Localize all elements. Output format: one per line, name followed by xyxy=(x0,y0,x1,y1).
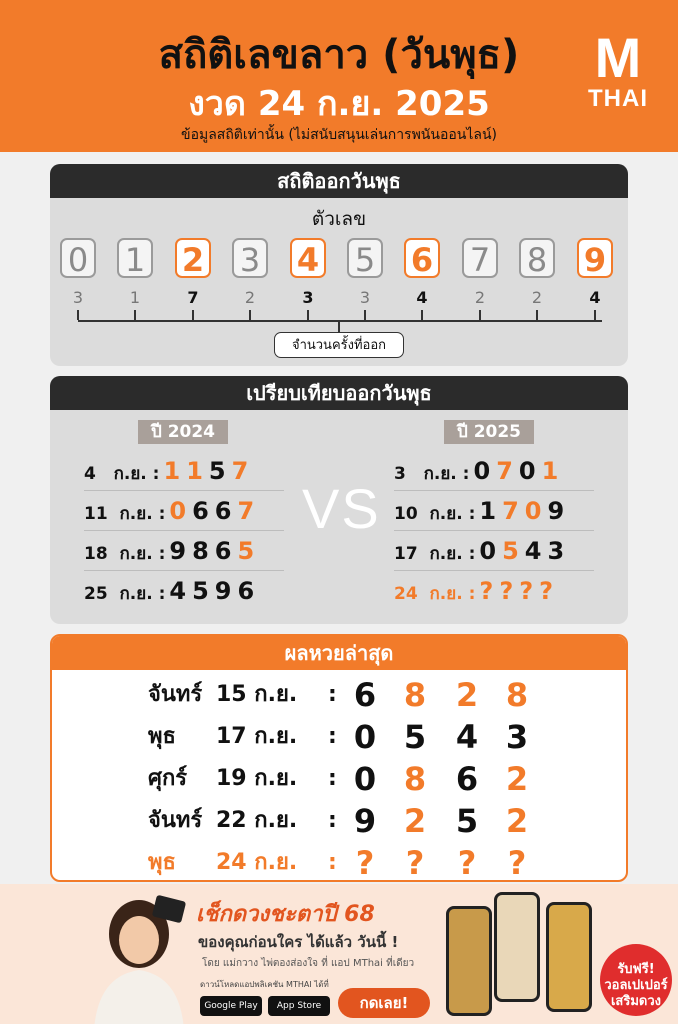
result-colon: : xyxy=(328,766,337,791)
compare-digit: 1 xyxy=(479,497,503,525)
row-separator xyxy=(394,570,594,571)
row-separator xyxy=(84,490,284,491)
compare-digit: 9 xyxy=(214,577,238,605)
bracket-tick xyxy=(536,310,538,320)
result-digit: 8 xyxy=(403,760,427,798)
vs-label: VS xyxy=(302,477,381,540)
compare-date: 10 ก.ย. : xyxy=(394,504,476,524)
compare-digit: 4 xyxy=(169,577,193,605)
compare-digit: 0 xyxy=(518,457,542,485)
count-2: 7 xyxy=(187,288,199,307)
result-digit: 6 xyxy=(353,676,377,714)
result-digit: ? xyxy=(507,844,527,882)
digit-box-7: 7 xyxy=(462,238,498,278)
result-day: จันทร์ xyxy=(148,808,203,833)
compare-date: 11 ก.ย. : xyxy=(84,504,166,524)
count-3: 2 xyxy=(244,288,256,307)
result-digit: 6 xyxy=(455,760,479,798)
compare-digit: 1 xyxy=(541,457,565,485)
compare-digit: 7 xyxy=(231,457,255,485)
phone-mockup xyxy=(546,902,592,1012)
presenter-photo xyxy=(84,890,194,1024)
digit-box-4: 4 xyxy=(290,238,326,278)
result-row xyxy=(52,800,626,842)
result-digit: 8 xyxy=(403,676,427,714)
compare-number xyxy=(479,532,570,570)
header xyxy=(0,0,678,152)
compare-number xyxy=(479,492,570,530)
banner-title: เช็กดวงชะตาปี 68 xyxy=(196,902,375,927)
result-row xyxy=(52,716,626,758)
count-9: 4 xyxy=(589,288,601,307)
compare-digit: 9 xyxy=(547,497,571,525)
count-5: 3 xyxy=(359,288,371,307)
logo-thai: THAI xyxy=(588,85,648,112)
compare-digit: 5 xyxy=(237,537,261,565)
download-text: ดาวน์โหลดแอปพลิเคชัน MTHAI ได้ที่ xyxy=(200,980,329,989)
bracket-tick xyxy=(594,310,596,320)
compare-row xyxy=(394,532,570,570)
compare-date: 25 ก.ย. : xyxy=(84,584,166,604)
compare-digit: 0 xyxy=(169,497,193,525)
compare-digit: 3 xyxy=(547,537,571,565)
result-digit: 8 xyxy=(505,676,529,714)
digit-box-9: 9 xyxy=(577,238,613,278)
compare-digit: 5 xyxy=(208,457,232,485)
bracket-tick xyxy=(364,310,366,320)
result-digit: 2 xyxy=(403,802,427,840)
compare-digit: 7 xyxy=(496,457,519,485)
compare-digit: 0 xyxy=(473,457,497,485)
compare-panel xyxy=(50,376,628,624)
row-separator xyxy=(84,570,284,571)
result-colon: : xyxy=(328,808,337,833)
bracket-tick xyxy=(77,310,79,320)
result-date: 17 ก.ย. xyxy=(216,724,298,749)
compare-number xyxy=(169,492,260,530)
compare-row xyxy=(394,492,570,530)
digit-box-8: 8 xyxy=(519,238,555,278)
result-colon: : xyxy=(328,850,337,875)
compare-number xyxy=(479,572,559,610)
result-digit: 5 xyxy=(403,718,427,756)
compare-row xyxy=(84,452,254,490)
compare-digit: 9 xyxy=(169,537,193,565)
result-digit: 5 xyxy=(455,802,479,840)
phone-mockups xyxy=(446,892,598,1022)
compare-digit: 6 xyxy=(214,497,238,525)
compare-digit: ? xyxy=(539,577,560,605)
disclaimer: ข้อมูลสถิติเท่านั้น (ไม่สนับสนุนเล่นการพนันออนไลน์) xyxy=(181,127,497,143)
count-4: 3 xyxy=(302,288,314,307)
bracket-tick xyxy=(134,310,136,320)
bracket-tick xyxy=(307,310,309,320)
compare-digit: ? xyxy=(479,577,500,605)
banner-byline: โดย แม่กวาง ไพ่ตองส่องใจ ที่ แอป MThai ที่เดียว xyxy=(202,958,415,969)
free-wallpaper-badge: รับฟรี! วอลเปเปอร์ เสริมดวง xyxy=(600,944,672,1016)
year-tag-2024: ปี 2024 xyxy=(138,420,228,444)
digit-box-1: 1 xyxy=(117,238,153,278)
result-digit: 0 xyxy=(353,718,377,756)
app-store-button[interactable]: App Store xyxy=(268,996,330,1016)
count-7: 2 xyxy=(474,288,486,307)
compare-digit: ? xyxy=(519,577,540,605)
compare-digit: 6 xyxy=(214,537,238,565)
result-digit: 2 xyxy=(505,802,529,840)
result-colon: : xyxy=(328,682,337,707)
phone-mockup xyxy=(494,892,540,1002)
result-digit: ? xyxy=(355,844,375,882)
row-separator xyxy=(394,530,594,531)
compare-date: 18 ก.ย. : xyxy=(84,544,166,564)
result-digit: 2 xyxy=(505,760,529,798)
result-date: 19 ก.ย. xyxy=(216,766,298,791)
result-day: พุธ xyxy=(148,850,176,875)
compare-digit: 4 xyxy=(524,537,548,565)
compare-row xyxy=(394,572,559,610)
digit-box-2: 2 xyxy=(175,238,211,278)
compare-digit: 6 xyxy=(237,577,261,605)
bracket-tick xyxy=(479,310,481,320)
compare-row xyxy=(394,452,564,490)
banner-subtitle: ของคุณก่อนใคร ได้แล้ว วันนี้ ! xyxy=(198,933,399,951)
result-row xyxy=(52,674,626,716)
compare-date: 3 ก.ย. : xyxy=(394,464,470,484)
result-digit: 0 xyxy=(353,760,377,798)
results-heading: ผลหวยล่าสุด xyxy=(52,636,626,670)
logo-m: M xyxy=(594,26,642,89)
digits-label: ตัวเลข xyxy=(311,208,367,230)
compare-digit: 1 xyxy=(186,457,209,485)
compare-date: 4 ก.ย. : xyxy=(84,464,160,484)
result-day: ศุกร์ xyxy=(148,766,188,791)
cta-button[interactable]: กดเลย! xyxy=(338,988,430,1018)
compare-number xyxy=(169,532,260,570)
compare-digit: 5 xyxy=(192,577,215,605)
compare-digit: 5 xyxy=(502,537,525,565)
compare-date: 24 ก.ย. : xyxy=(394,584,476,604)
google-play-button[interactable]: Google Play xyxy=(200,996,262,1016)
compare-digit: 7 xyxy=(502,497,525,525)
compare-digit: 8 xyxy=(192,537,215,565)
draw-date-subtitle: งวด 24 ก.ย. 2025 xyxy=(188,84,490,124)
digit-box-3: 3 xyxy=(232,238,268,278)
digit-box-5: 5 xyxy=(347,238,383,278)
times-drawn-label: จำนวนครั้งที่ออก xyxy=(274,332,404,358)
wednesday-stats-panel xyxy=(50,164,628,366)
year-tag-2025: ปี 2025 xyxy=(444,420,534,444)
result-day: พุธ xyxy=(148,724,176,749)
result-date: 24 ก.ย. xyxy=(216,850,298,875)
count-8: 2 xyxy=(531,288,543,307)
digit-box-0: 0 xyxy=(60,238,96,278)
latest-results-panel xyxy=(50,634,628,882)
promo-banner[interactable] xyxy=(0,884,678,1024)
result-digit: 9 xyxy=(353,802,377,840)
bracket-tick xyxy=(192,310,194,320)
count-6: 4 xyxy=(416,288,428,307)
compare-heading: เปรียบเทียบออกวันพุธ xyxy=(50,376,628,410)
row-separator xyxy=(394,490,594,491)
compare-number xyxy=(169,572,260,610)
stats-heading: สถิติออกวันพุธ xyxy=(50,164,628,198)
bracket-line xyxy=(78,320,602,322)
compare-digit: 0 xyxy=(479,537,503,565)
bracket-tick xyxy=(421,310,423,320)
phone-mockup xyxy=(446,906,492,1016)
count-1: 1 xyxy=(129,288,141,307)
count-0: 3 xyxy=(72,288,84,307)
mthai-logo[interactable] xyxy=(580,26,656,114)
page-title: สถิติเลขลาว (วันพุธ) xyxy=(158,32,520,78)
result-colon: : xyxy=(328,724,337,749)
compare-digit: 0 xyxy=(524,497,548,525)
result-row xyxy=(52,842,626,882)
result-digit: 3 xyxy=(505,718,529,756)
compare-digit: ? xyxy=(499,577,520,605)
compare-number xyxy=(473,452,564,490)
compare-digit: 6 xyxy=(192,497,215,525)
row-separator xyxy=(84,530,284,531)
result-row xyxy=(52,758,626,800)
compare-digit: 7 xyxy=(237,497,261,525)
compare-row xyxy=(84,532,260,570)
compare-digit: 1 xyxy=(163,457,187,485)
result-digit: 2 xyxy=(455,676,479,714)
result-digit: ? xyxy=(457,844,477,882)
result-day: จันทร์ xyxy=(148,682,203,707)
compare-row xyxy=(84,492,260,530)
digit-box-6: 6 xyxy=(404,238,440,278)
compare-date: 17 ก.ย. : xyxy=(394,544,476,564)
bracket-tick xyxy=(249,310,251,320)
bracket-stem xyxy=(338,320,340,332)
result-date: 22 ก.ย. xyxy=(216,808,298,833)
result-digit: ? xyxy=(405,844,425,882)
result-digit: 4 xyxy=(455,718,479,756)
compare-row xyxy=(84,572,260,610)
result-date: 15 ก.ย. xyxy=(216,682,298,707)
compare-number xyxy=(163,452,254,490)
